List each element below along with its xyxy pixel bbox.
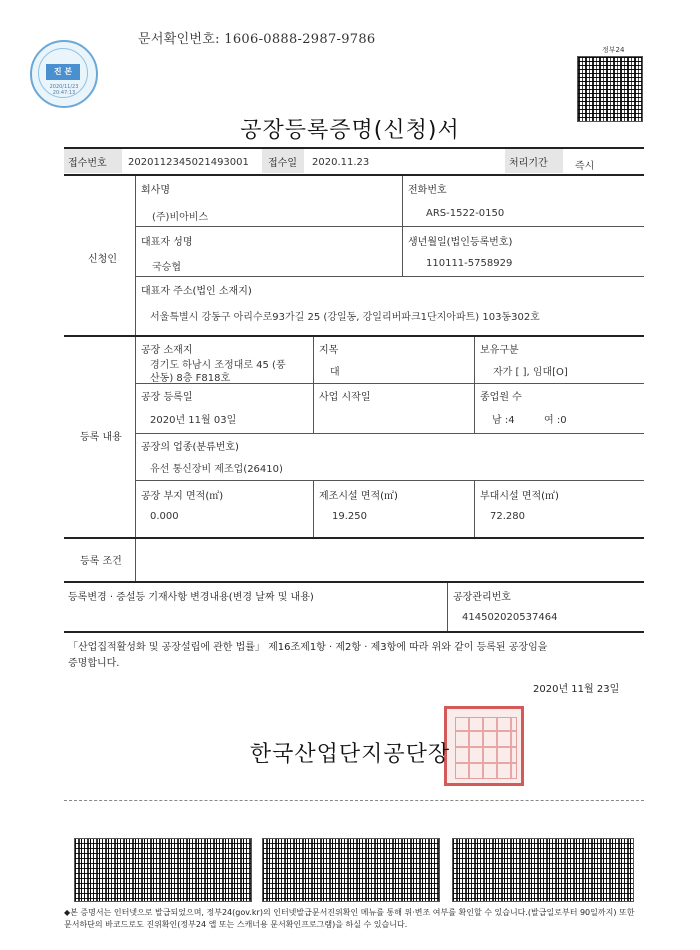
- document-number-value: 1606-0888-2987-9786: [224, 32, 376, 47]
- changes-divider: [447, 583, 448, 631]
- manufacturing-area-label: 제조시설 면적(㎡): [319, 491, 398, 502]
- gov24-label: 정부24: [602, 46, 625, 54]
- changes-label: 등록변경 · 증설등 기재사항 변경내용(변경 날짜 및 내용): [68, 592, 314, 603]
- conditions-label: 등록 조건: [80, 556, 122, 567]
- footer-divider: [64, 800, 644, 801]
- statement-line-2: 증명합니다.: [68, 658, 120, 669]
- applicant-row-line-1: [135, 226, 644, 227]
- employees-male: 남 :4: [492, 415, 515, 426]
- area-col-1: [313, 480, 314, 537]
- statement-line-1: 「산업집적활성화 및 공장설립에 관한 법률」 제16조제1항 · 제2항 · 제3항에 따라 위와 같이 등록된 공장임을: [68, 642, 548, 653]
- auxiliary-area-label: 부대시설 면적(㎡): [480, 491, 559, 502]
- site-area-value: 0.000: [150, 511, 179, 522]
- representative-label: 대표자 성명: [141, 237, 193, 248]
- conditions-divider: [135, 539, 136, 581]
- area-col-2: [474, 480, 475, 537]
- registration-date-label: 공장 등록일: [141, 392, 193, 403]
- land-category-value: 대: [330, 367, 340, 378]
- company-name-label: 회사명: [141, 185, 170, 196]
- employees-female: 여 :0: [544, 415, 567, 426]
- processing-period-value: 즉시: [575, 161, 595, 172]
- auxiliary-area-value: 72.280: [490, 511, 525, 522]
- applicant-row-line-2: [135, 276, 644, 277]
- phone-label: 전화번호: [408, 185, 447, 196]
- factory-location-label: 공장 소재지: [141, 345, 193, 356]
- industry-value: 유선 통신장비 제조업(26410): [150, 464, 283, 475]
- ownership-label: 보유구분: [480, 345, 519, 356]
- applicant-bottom-border: [64, 335, 644, 337]
- receipt-no-value: 2020112345021493001: [128, 157, 249, 168]
- applicant-section-label: 신청인: [88, 254, 117, 265]
- registration-divider: [135, 337, 136, 537]
- verification-barcode-2: [262, 838, 440, 902]
- registration-bottom-border: [64, 537, 644, 539]
- birth-value: 110111-5758929: [426, 258, 513, 269]
- stamp-label: 진 본: [46, 64, 80, 80]
- registration-row-line-2: [135, 433, 644, 434]
- company-name-value: (주)비아비스: [152, 212, 209, 223]
- employees-label: 종업원 수: [480, 392, 522, 403]
- stamp-time: 20:47:13: [52, 90, 76, 96]
- applicant-divider: [135, 176, 136, 335]
- issue-date: 2020년 11월 23일: [533, 684, 620, 695]
- authenticity-stamp: [30, 40, 98, 108]
- registration-date-value: 2020년 11월 03일: [150, 415, 237, 426]
- registration-col-1: [313, 337, 314, 433]
- representative-value: 국승협: [152, 262, 181, 273]
- address-value: 서울특별시 강동구 아리수로93가길 25 (강일동, 강일리버파크1단지아파트) 103동302호: [150, 312, 540, 323]
- registration-row-line-3: [135, 480, 644, 481]
- verification-barcode-3: [452, 838, 634, 902]
- verification-barcode-1: [74, 838, 252, 902]
- ownership-value: 자가 [ ], 임대[O]: [493, 367, 568, 378]
- document-number: 문서확인번호: 1606-0888-2987-9786: [138, 32, 376, 47]
- site-area-label: 공장 부지 면적(㎡): [141, 491, 224, 502]
- phone-value: ARS-1522-0150: [426, 208, 505, 219]
- industry-label: 공장의 업종(분류번호): [141, 442, 239, 453]
- stamp-date: 2020/11/23: [49, 84, 79, 90]
- land-category-label: 지목: [319, 345, 339, 356]
- footer-note: ◆본 증명서는 인터넷으로 발급되었으며, 정부24(gov.kr)의 인터넷발급문서진위확인 메뉴를 통해 위·변조 여부를 확인할 수 있습니다.(발급일로부터 90일까지) 또한 문서하단의 바코드로도 진위확인(정부24 앱 또는 스캐너용 문서확인프로그램)을 하실 수 있습니다.: [64, 908, 635, 929]
- receipt-date-value: 2020.11.23: [312, 157, 370, 168]
- manufacturing-area-value: 19.250: [332, 511, 367, 522]
- conditions-bottom-border: [64, 581, 644, 583]
- factory-location-value-1: 경기도 하남시 조정대로 45 (풍: [150, 360, 286, 371]
- processing-period-label: 처리기간: [509, 158, 548, 169]
- business-start-label: 사업 시작일: [319, 392, 371, 403]
- management-number-label: 공장관리번호: [453, 592, 511, 603]
- document-number-label: 문서확인번호: [138, 32, 216, 47]
- page-title: 공장등록증명(신청)서: [240, 118, 460, 143]
- table-top-border: [64, 147, 644, 149]
- management-number-value: 414502020537464: [462, 612, 558, 623]
- registration-section-label: 등록 내용: [80, 432, 122, 443]
- registration-col-2: [474, 337, 475, 433]
- factory-location-value-2: 산동) 8층 F818호: [150, 373, 231, 384]
- issuing-organization: 한국산업단지공단장: [249, 742, 451, 767]
- receipt-no-label: 접수번호: [68, 158, 107, 169]
- birth-label: 생년월일(법인등록번호): [408, 237, 513, 248]
- address-label: 대표자 주소(법인 소재지): [141, 286, 252, 297]
- changes-bottom-border: [64, 631, 644, 633]
- certification-statement: [68, 640, 644, 672]
- receipt-date-label: 접수일: [268, 158, 297, 169]
- receipt-bottom-border: [64, 174, 644, 176]
